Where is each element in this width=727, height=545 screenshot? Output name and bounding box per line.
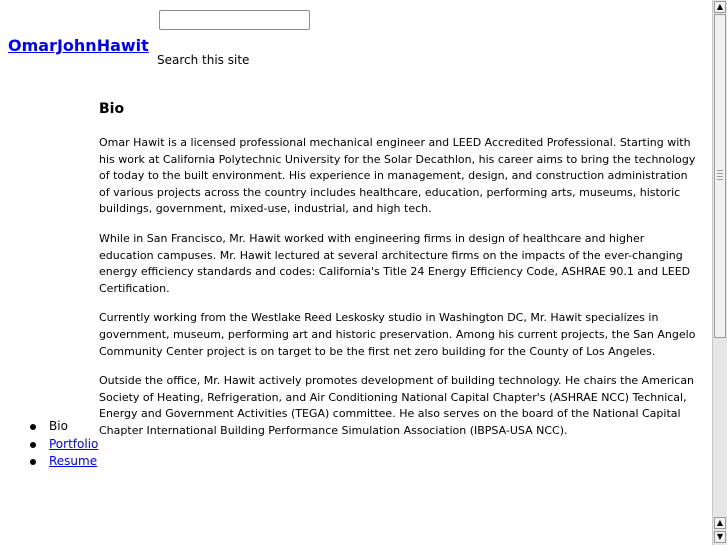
vertical-scrollbar[interactable] bbox=[712, 0, 727, 545]
nav-item-bio bbox=[30, 418, 98, 436]
arrow-up-icon[interactable]: ▲ bbox=[714, 1, 726, 13]
nav-item-bio-label: Bio bbox=[49, 419, 68, 433]
site-navigation bbox=[30, 418, 98, 471]
search-input[interactable] bbox=[159, 10, 310, 30]
nav-item-resume bbox=[30, 453, 98, 471]
page-heading: Bio bbox=[99, 101, 125, 117]
bio-paragraph: Omar Hawit is a licensed professional mechanical engineer and LEED Accredited Professional. Starting with his work at California Polytechnic University for the Solar Decathlon, his career aims to bring the technology of today to the built environment. His experience in management, design, and construction administration of various projects across the country includes healthcare, education, performing arts, museums, historic buildings, government, mixed-use, industrial, and high tech. bbox=[99, 136, 696, 216]
nav-link-portfolio[interactable]: Portfolio bbox=[49, 436, 99, 451]
bio-paragraph: While in San Francisco, Mr. Hawit worked with engineering firms in design of healthcare and higher education campuses. Mr. Hawit lectured at several architecture firms on the impacts of the ever-changing energy efficiency standards and codes: California's Title 24 Energy Efficiency Code, ASHRAE 90.1 and LEED Certification. bbox=[99, 231, 691, 295]
bio-paragraph: Currently working from the Westlake Reed Leskosky studio in Washington DC, Mr. Hawit specializes in government, museum, performing art and historic preservation. Among his current projects, the San Angelo Community Center project is on target to be the first net zero building for the County of Los Angeles. bbox=[99, 311, 696, 358]
main-content bbox=[99, 100, 697, 453]
scrollbar-thumb[interactable] bbox=[714, 14, 726, 338]
site-title-link[interactable]: OmarJohnHawit bbox=[8, 36, 149, 55]
nav-item-portfolio bbox=[30, 436, 98, 454]
nav-link-resume[interactable]: Resume bbox=[49, 454, 98, 468]
grip-icon bbox=[717, 170, 723, 182]
bio-paragraph: Outside the office, Mr. Hawit actively promotes development of building technology. He chairs the American Society of Heating, Refrigeration, and Air Conditioning National Capital Chapter's (ASHRAE NCC) Technical, Energy and Government Activities (TEGA) committee. He also serves on the board of the National Capital Chapter International Building Performance Simulation Association (IBPSA-USA NCC). bbox=[99, 374, 695, 437]
arrow-up-icon[interactable]: ▲ bbox=[714, 517, 726, 529]
search-label: Search this site bbox=[157, 53, 250, 67]
arrow-down-icon[interactable]: ▼ bbox=[714, 531, 726, 543]
